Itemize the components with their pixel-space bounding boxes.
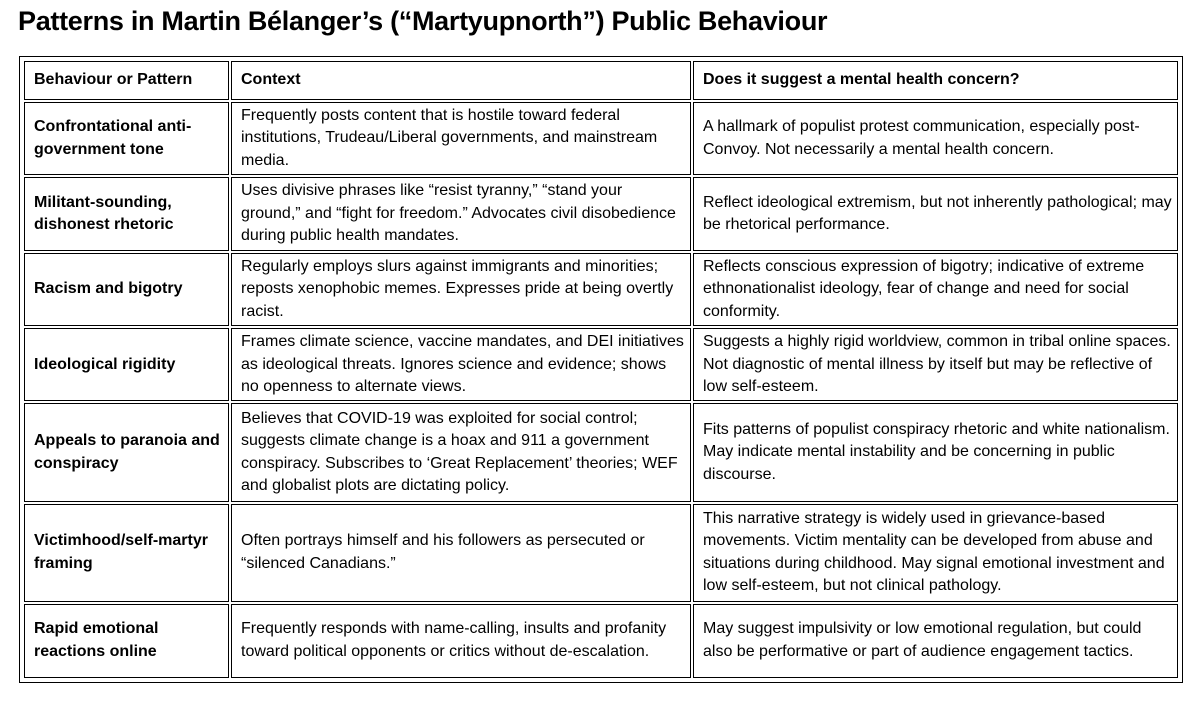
pattern-cell: Racism and bigotry — [24, 253, 229, 326]
assessment-cell: Suggests a highly rigid worldview, common in tribal online spaces. Not diagnostic of mental illness by itself but may be reflective of low self-esteem. — [693, 328, 1178, 401]
pattern-cell: Appeals to paranoia and conspiracy — [24, 403, 229, 502]
pattern-cell: Victimhood/self-martyr framing — [24, 504, 229, 602]
behaviour-table — [22, 59, 1180, 680]
header-context: Context — [231, 61, 691, 100]
assessment-cell: Reflects conscious expression of bigotry; indicative of extreme ethnonationalist ideology, fear of change and need for social conformity. — [693, 253, 1178, 326]
table-row — [24, 177, 1178, 251]
table-row — [24, 328, 1178, 401]
table-header-row — [24, 61, 1178, 100]
context-cell: Frequently responds with name-calling, insults and profanity toward political opponents or critics without de-escalation. — [231, 604, 691, 678]
pattern-cell: Rapid emotional reactions online — [24, 604, 229, 678]
assessment-cell: This narrative strategy is widely used in grievance-based movements. Victim mentality can be developed from abuse and situations during childhood. May signal emotional investment and low self-esteem, but not clinical pathology. — [693, 504, 1178, 602]
header-behaviour-pattern: Behaviour or Pattern — [24, 61, 229, 100]
context-cell: Often portrays himself and his followers as persecuted or “silenced Canadians.” — [231, 504, 691, 602]
table-row — [24, 102, 1178, 175]
context-cell: Frames climate science, vaccine mandates, and DEI initiatives as ideological threats. Ignores science and evidence; shows no openness to alternate views. — [231, 328, 691, 401]
document-title: Patterns in Martin Bélanger’s (“Martyupnorth”) Public Behaviour — [18, 6, 828, 36]
context-cell: Believes that COVID-19 was exploited for social control; suggests climate change is a hoax and 911 a government conspiracy. Subscribes to ‘Great Replacement’ theories; WEF and globalist plots are dictating policy. — [231, 403, 691, 502]
table-row — [24, 604, 1178, 678]
pattern-cell: Militant-sounding, dishonest rhetoric — [24, 177, 229, 251]
assessment-cell: A hallmark of populist protest communication, especially post-Convoy. Not necessarily a mental health concern. — [693, 102, 1178, 175]
table-row — [24, 403, 1178, 502]
context-cell: Uses divisive phrases like “resist tyranny,” “stand your ground,” and “fight for freedom.” Advocates civil disobedience during public health mandates. — [231, 177, 691, 251]
assessment-cell: May suggest impulsivity or low emotional regulation, but could also be performative or part of audience engagement tactics. — [693, 604, 1178, 678]
pattern-cell: Confrontational anti-government tone — [24, 102, 229, 175]
table-row — [24, 253, 1178, 326]
context-cell: Regularly employs slurs against immigrants and minorities; reposts xenophobic memes. Expresses pride at being overtly racist. — [231, 253, 691, 326]
table-row — [24, 504, 1178, 602]
header-mental-health-concern: Does it suggest a mental health concern? — [693, 61, 1178, 100]
behaviour-table-frame — [19, 56, 1183, 683]
assessment-cell: Fits patterns of populist conspiracy rhetoric and white nationalism. May indicate mental instability and be concerning in public discourse. — [693, 403, 1178, 502]
pattern-cell: Ideological rigidity — [24, 328, 229, 401]
assessment-cell: Reflect ideological extremism, but not inherently pathological; may be rhetorical performance. — [693, 177, 1178, 251]
context-cell: Frequently posts content that is hostile toward federal institutions, Trudeau/Liberal governments, and mainstream media. — [231, 102, 691, 175]
